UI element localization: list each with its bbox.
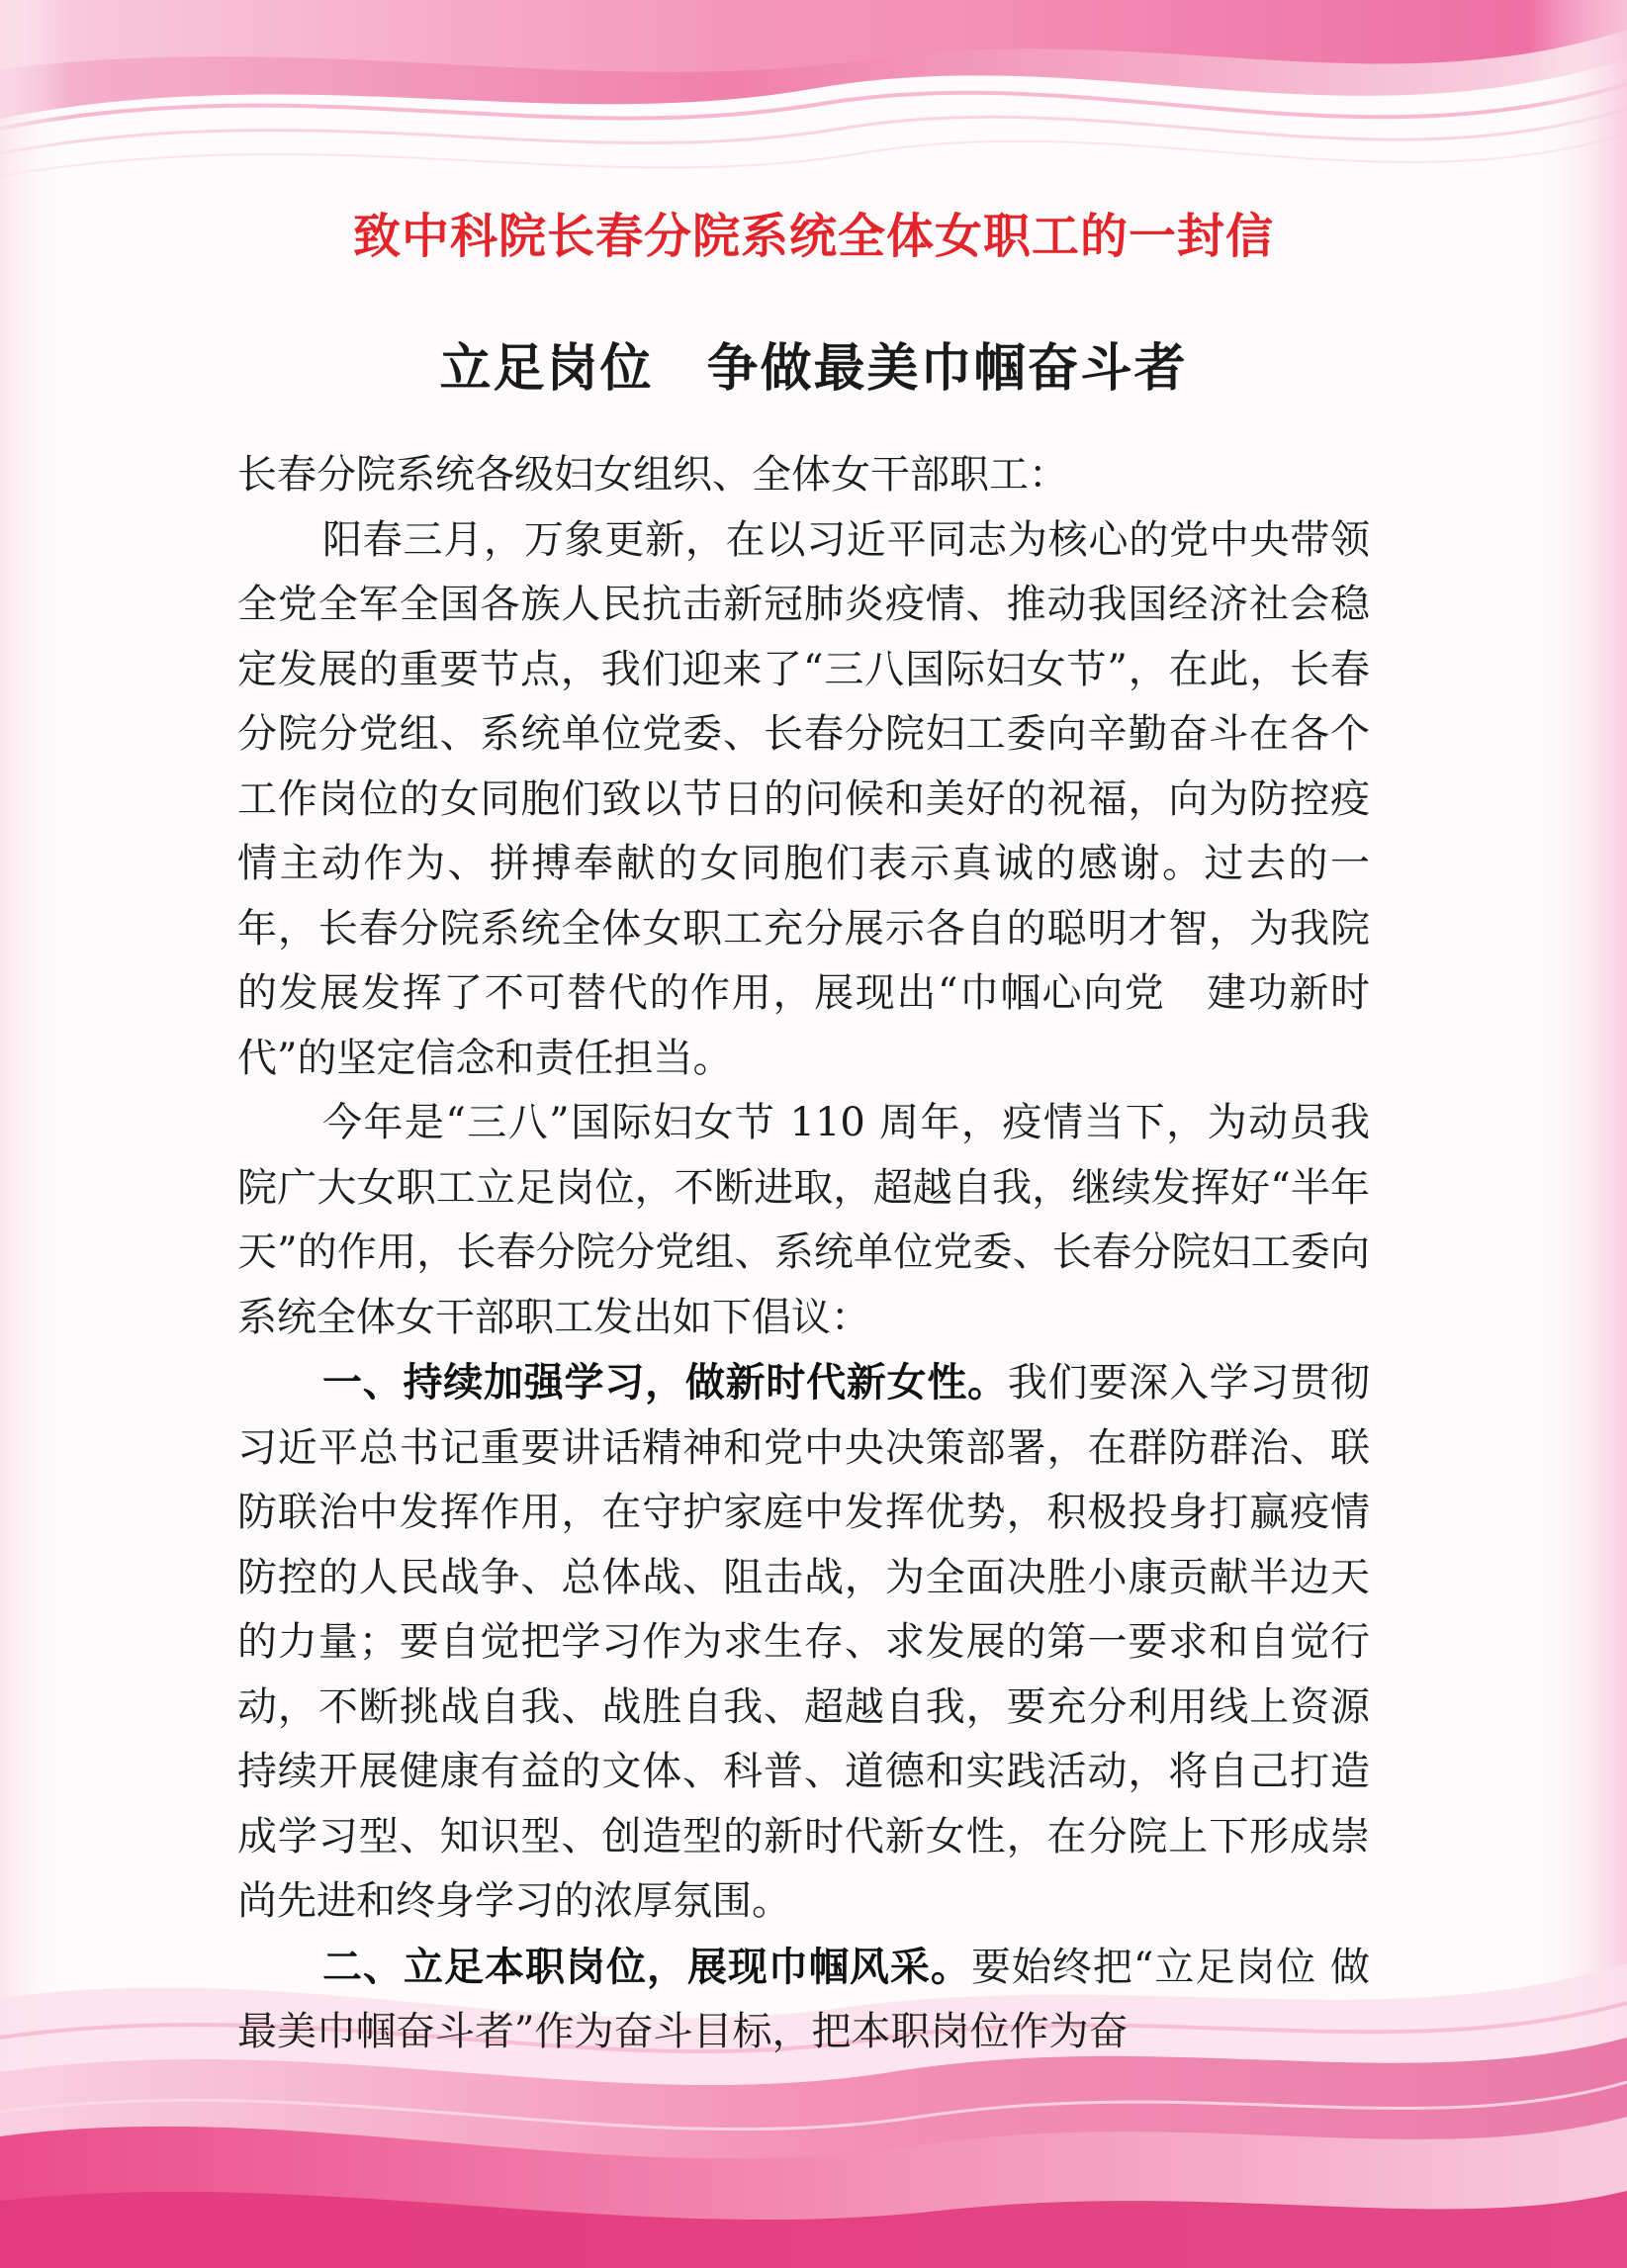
letter-body: [237, 443, 1370, 2065]
paragraph-1: 阳春三月，万象更新，在以习近平同志为核心的党中央带领全党全军全国各族人民抗击新冠肺炎疫情、推动我国经济社会稳定发展的重要节点，我们迎来了“三八国际妇女节”，在此，长春分院分党组、系统单位党委、长春分院妇工委向辛勤奋斗在各个工作岗位的女同胞们致以节日的问候和美好的祝福，向为防控疫情主动作为、拼搏奉献的女同胞们表示真诚的感谢。过去的一年，长春分院系统全体女职工充分展示各自的聪明才智，为我院的发展发挥了不可替代的作用，展现出“巾帼心向党 建功新时代”的坚定信念和责任担当。: [237, 516, 1370, 1081]
salutation: 长春分院系统各级妇女组织、全体女干部职工：: [237, 452, 1068, 498]
paragraph-2: 今年是“三八”国际妇女节 110 周年，疫情当下，为动员我院广大女职工立足岗位，不断进取，超越自我，继续发挥好“半年天”的作用，长春分院分党组、系统单位党委、长春分院妇工委向系统全体女干部职工发出如下倡议：: [237, 1100, 1370, 1340]
paragraph-4: [237, 1935, 1370, 2065]
paragraph-3: [237, 1350, 1370, 1935]
letter-title: 致中科院长春分院系统全体女职工的一封信: [352, 209, 1274, 264]
letter-subtitle: 立足岗位 争做最美巾帼奋斗者: [439, 338, 1188, 399]
paragraph-3-heading: 一、持续加强学习，做新时代新女性。: [322, 1359, 1008, 1406]
paragraph-4-body: 要始终把“立足岗位 做最美巾帼奋斗者”作为奋斗目标，把本职岗位作为奋: [237, 1944, 1371, 2054]
paragraph-3-body: 我们要深入学习贯彻习近平总书记重要讲话精神和党中央决策部署，在群防群治、联防联治中发挥作用，在守护家庭中发挥优势，积极投身打赢疫情防控的人民战争、总体战、阻击战，为全面决胜小康贡献半边天的力量；要自觉把学习作为求生存、求发展的第一要求和自觉行动，不断挑战自我、战胜自我、超越自我，要充分利用线上资源持续开展健康有益的文体、科普、道德和实践活动，将自己打造成学习型、知识型、创造型的新时代新女性，在分院上下形成崇尚先进和终身学习的浓厚氛围。: [237, 1360, 1371, 1924]
paragraph-4-heading: 二、立足本职岗位，展现巾帼风采。: [322, 1943, 971, 1990]
